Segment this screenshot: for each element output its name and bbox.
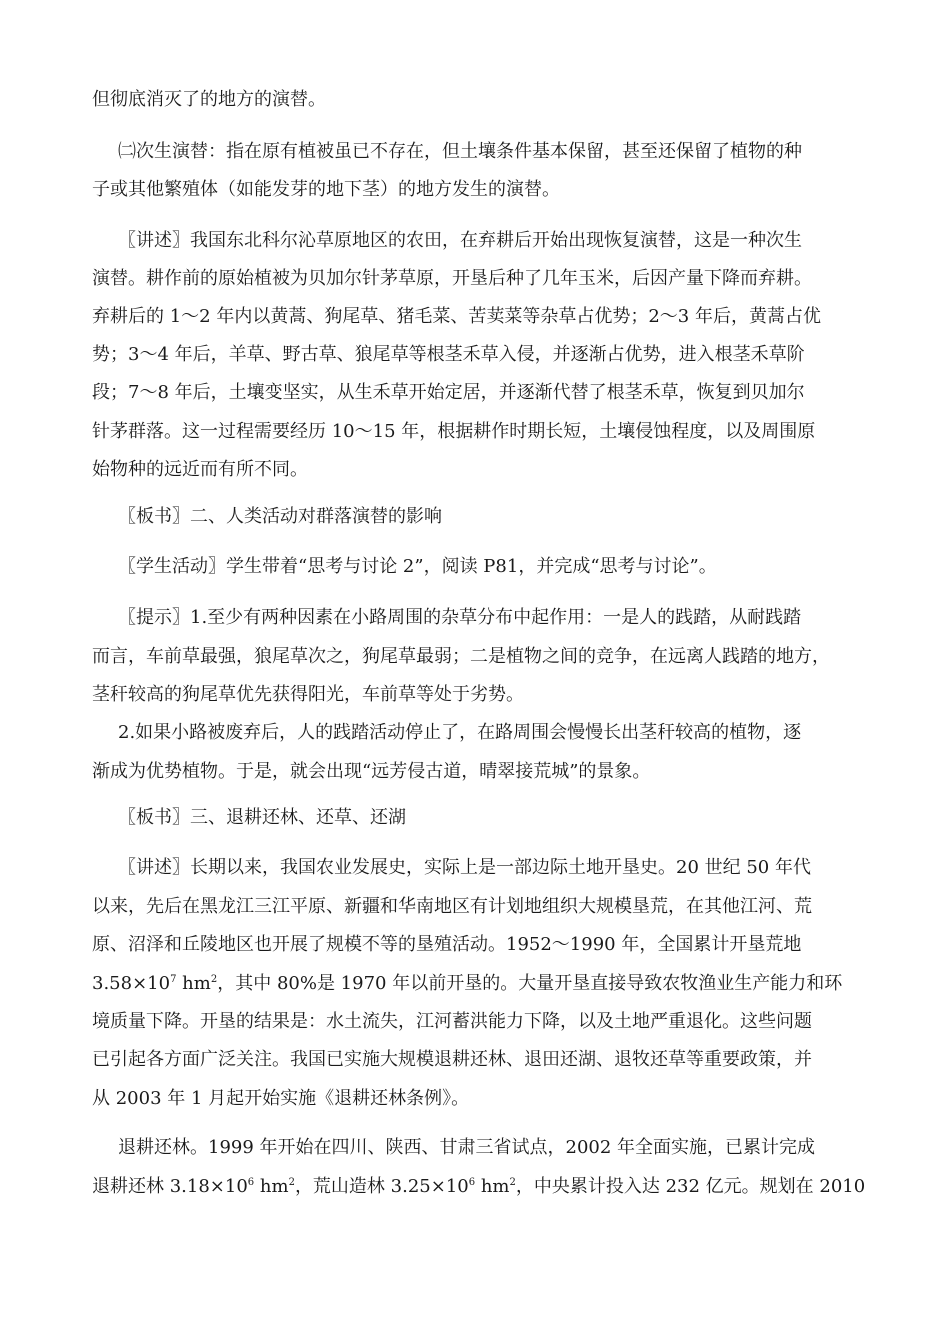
text-line: 境质量下降。开垦的结果是：水土流失，江河蓄洪能力下降，以及土地严重退化。这些问题	[92, 1011, 812, 1032]
text-line: 而言，车前草最强，狼尾草次之，狗尾草最弱；二是植物之间的竞争，在远离人践踏的地方，	[92, 646, 830, 667]
text-line-with-exponents	[92, 1175, 865, 1199]
text-line: 针茅群落。这一过程需要经历 10～15 年，根据耕作时期长短，土壤侵蚀程度，以及周围原	[92, 421, 816, 442]
superscript-exponent: 6	[468, 1177, 476, 1188]
superscript-exponent: 2	[288, 1177, 295, 1188]
text-line: 子或其他繁殖体（如能发芽的地下茎）的地方发生的演替。	[92, 179, 560, 200]
text-run: ，中央累计投入达 232 亿元。规划在 2010	[515, 1176, 866, 1197]
text-line: 从 2003 年 1 月起开始实施《退耕还林条例》。	[92, 1088, 470, 1109]
text-line: 弃耕后的 1～2 年内以黄蒿、狗尾草、猪毛菜、苦荬菜等杂草占优势；2～3 年后，黄蒿占优	[92, 306, 821, 327]
text-run: ，其中 80%是 1970 年以前开垦的。大量开垦直接导致农牧渔业生产能力和环	[217, 973, 843, 994]
text-line: ㈡次生演替：指在原有植被虽已不存在，但土壤条件基本保留，甚至还保留了植物的种	[118, 141, 802, 162]
superscript-exponent: 2	[210, 974, 218, 985]
text-line: 以来，先后在黑龙江三江平原、新疆和华南地区有计划地组织大规模垦荒，在其他江河、荒	[92, 896, 812, 917]
text-line: 〖板书〗三、退耕还林、还草、还湖	[118, 807, 406, 828]
text-line: 始物种的远近而有所不同。	[92, 459, 308, 480]
text-run: hm	[254, 1176, 289, 1197]
text-line-with-exponents	[92, 972, 842, 996]
text-line: 原、沼泽和丘陵地区也开展了规模不等的垦殖活动。1952～1990 年，全国累计开垦荒地	[92, 934, 802, 955]
text-line: 段；7～8 年后，土壤变坚实，从生禾草开始定居，并逐渐代替了根茎禾草，恢复到贝加尔	[92, 382, 805, 403]
text-line: 势；3～4 年后，羊草、野古草、狼尾草等根茎禾草入侵，并逐渐占优势，进入根茎禾草阶	[92, 344, 805, 365]
text-line: 2.如果小路被废弃后，人的践踏活动停止了，在路周围会慢慢长出茎秆较高的植物，逐	[118, 722, 802, 743]
text-line: 但彻底消灭了的地方的演替。	[92, 89, 326, 110]
text-line: 已引起各方面广泛关注。我国已实施大规模退耕还林、退田还湖、退牧还草等重要政策，并	[92, 1049, 812, 1070]
text-run: 退耕还林 3.18×10	[92, 1176, 248, 1197]
superscript-exponent: 6	[247, 1177, 255, 1188]
text-line: 〖讲述〗长期以来，我国农业发展史，实际上是一部边际土地开垦史。20 世纪 50 年代	[118, 857, 811, 878]
text-run: 3.58×10	[92, 973, 171, 994]
text-line: 〖讲述〗我国东北科尔沁草原地区的农田，在弃耕后开始出现恢复演替，这是一种次生	[118, 230, 802, 251]
text-line: 〖学生活动〗学生带着“思考与讨论 2”，阅读 P81，并完成“思考与讨论”。	[118, 556, 717, 577]
text-line: 演替。耕作前的原始植被为贝加尔针茅草原，开垦后种了几年玉米，后因产量下降而弃耕。	[92, 268, 812, 289]
text-line: 茎秆较高的狗尾草优先获得阳光，车前草等处于劣势。	[92, 684, 524, 705]
text-run: hm	[176, 973, 211, 994]
text-line: 退耕还林。1999 年开始在四川、陕西、甘肃三省试点，2002 年全面实施，已累计完成	[118, 1137, 816, 1158]
text-run: hm	[475, 1176, 510, 1197]
text-line: 〖提示〗1.至少有两种因素在小路周围的杂草分布中起作用：一是人的践踏，从耐践踏	[118, 607, 802, 628]
text-run: ，荒山造林 3.25×10	[294, 1176, 469, 1197]
text-line: 〖板书〗二、人类活动对群落演替的影响	[118, 506, 442, 527]
text-line: 渐成为优势植物。于是，就会出现“远芳侵古道，晴翠接荒城”的景象。	[92, 761, 651, 782]
superscript-exponent: 7	[170, 974, 177, 985]
superscript-exponent: 2	[509, 1177, 516, 1188]
